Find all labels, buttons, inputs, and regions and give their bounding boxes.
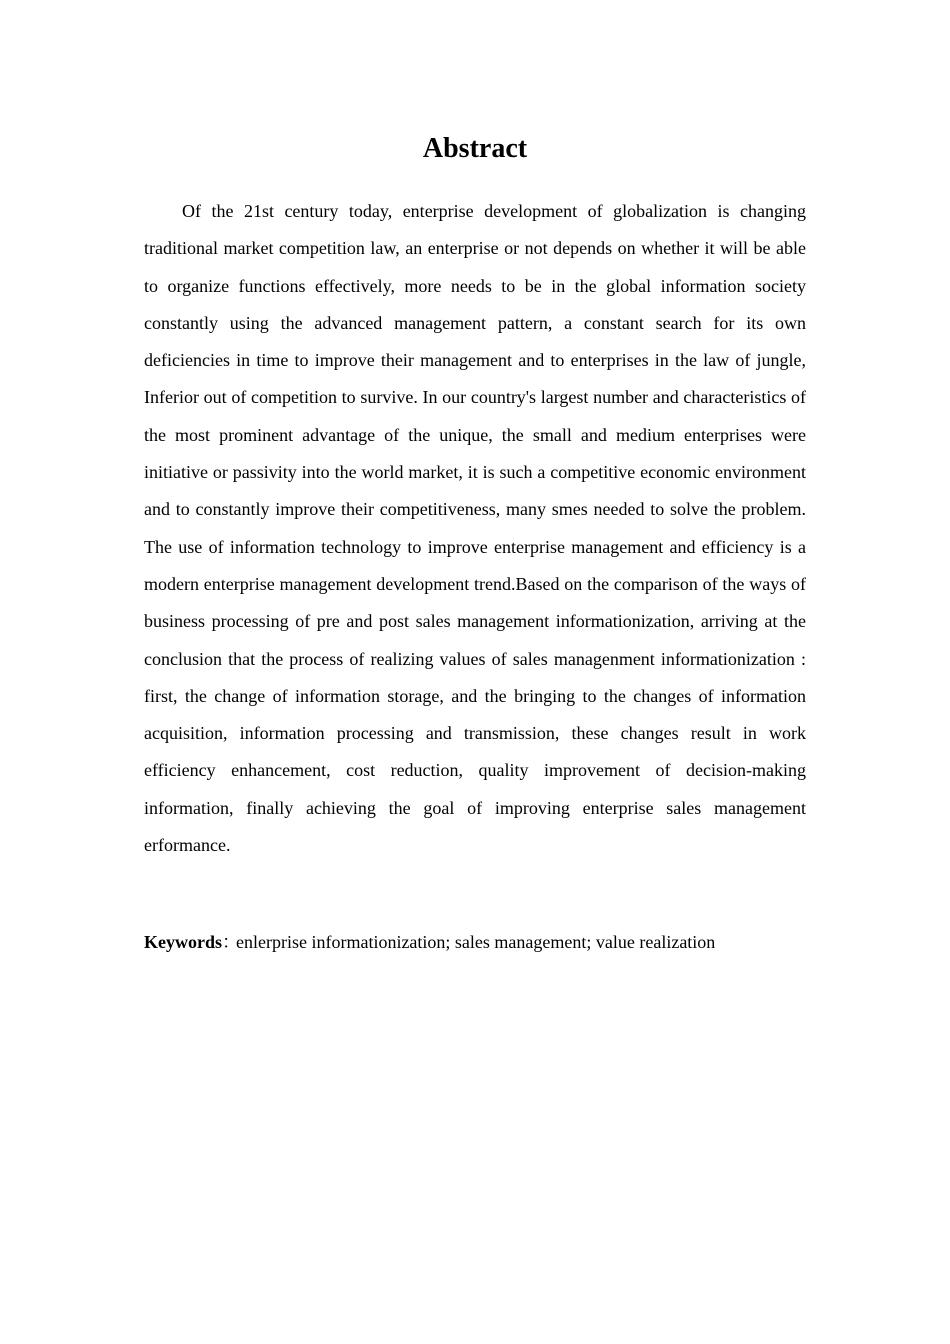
abstract-body: Of the 21st century today, enterprise development of globalization is changing traditional market competition law, an enterprise or not depends on whether it will be able to organize functions effectively, more needs to be in the global information society constantly using the advanced management pattern, a constant search for its own deficiencies in time to improve their management and to enterprises in the law of jungle, Inferior out of competition to survive. In our country's largest number and characteristics of the most prominent advantage of the unique, the small and medium enterprises were initiative or passivity into the world market, it is such a competitive economic environment and to constantly improve their competitiveness, many smes needed to solve the problem. The use of information technology to improve enterprise management and efficiency is a modern enterprise management development trend.Based on the comparison of the ways of business processing of pre and post sales management informationization, arriving at the conclusion that the process of realizing values of sales managenment informationization : first, the change of information storage, and the bringing to the changes of information acquisition, information processing and transmission, these changes result in work efficiency enhancement, cost reduction, quality improvement of decision-making information, finally achieving the goal of improving enterprise sales management erformance.	[144, 201, 806, 856]
keywords-line	[144, 926, 806, 958]
abstract-title: Abstract	[422, 133, 528, 164]
keywords-values: enlerprise informationization; sales management; value realization	[236, 932, 716, 952]
keywords-separator: ：	[222, 932, 240, 952]
keywords-label: Keywords	[144, 932, 222, 952]
